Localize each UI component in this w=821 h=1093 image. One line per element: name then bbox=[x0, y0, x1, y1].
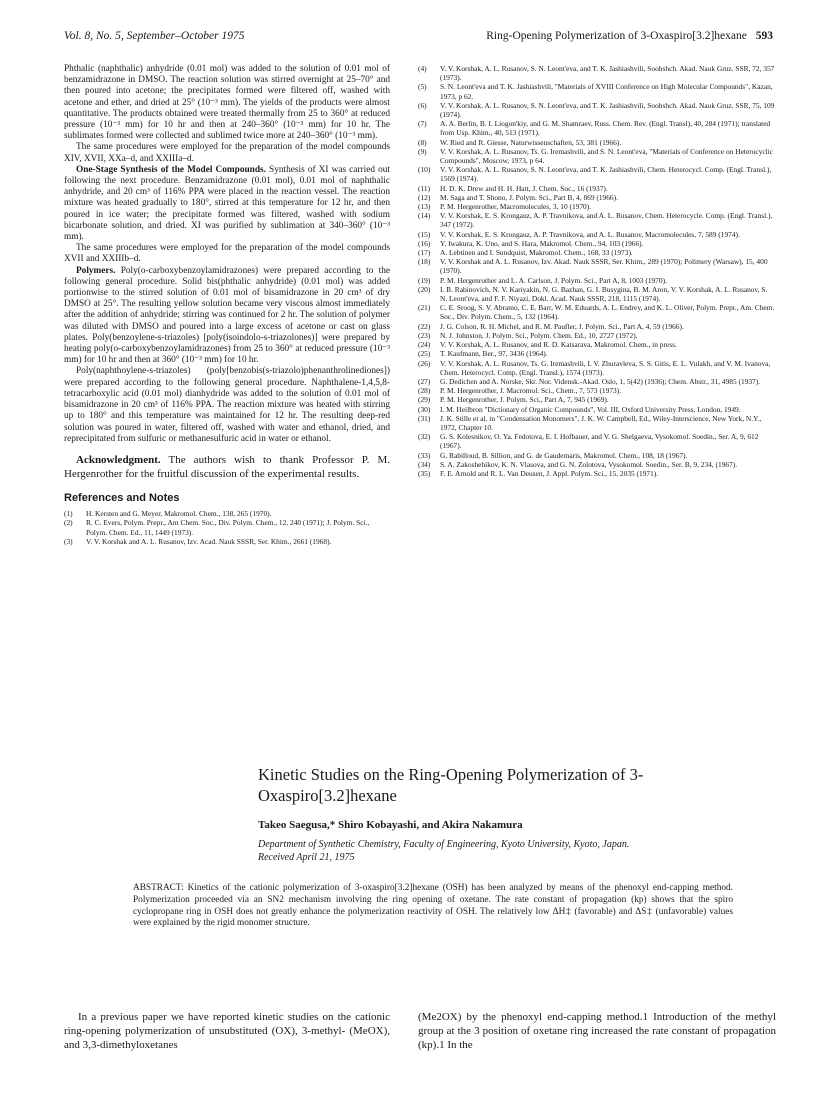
reference-item bbox=[418, 82, 776, 100]
reference-text: P. M. Hergenrother, J. Macromol. Sci., Chem., 7, 573 (1973). bbox=[440, 386, 622, 396]
reference-item bbox=[418, 460, 776, 469]
reference-number: (5) bbox=[418, 82, 427, 92]
reference-number: (21) bbox=[418, 303, 431, 313]
reference-text: T. Kaufmann, Ber., 97, 3436 (1964). bbox=[440, 349, 548, 359]
reference-item bbox=[418, 239, 776, 248]
reference-item bbox=[64, 509, 390, 518]
reference-item bbox=[418, 230, 776, 239]
reference-item bbox=[418, 395, 776, 404]
reference-item bbox=[64, 518, 390, 536]
paragraph: The same procedures were employed for the preparation of the model compounds XIV, XVII, XXa–d, and XXIIIa–d. bbox=[64, 142, 390, 164]
reference-item bbox=[418, 257, 776, 275]
reference-item bbox=[418, 349, 776, 358]
reference-text: V. V. Korshak and A. L. Rusanov, Izv. Acad. Nauk SSSR, Ser. Khim., 2661 (1968). bbox=[86, 536, 332, 546]
reference-text: N. J. Johnston, J. Polym. Sci., Polym. Chem. Ed., 10, 2727 (1972). bbox=[440, 330, 638, 340]
reference-text: I. B. Rabinovich, N. V. Kariyakin, N. G. Bazhan, G. I. Busygina, B. M. Aron, V. V. Korshak, A. L. Rusanov, S. N. Leont'eva, and F. F. Niyazi, Dokl. Acad. Nauk SSSR, 218, 1115 (1974). bbox=[440, 284, 768, 304]
reference-text: V. V. Korshak, A. L. Rusanov, S. N. Leont'eva, and T. K. Jashiashvili, Soobshch. Akad. Nauk Gruz. SSR, 75, 109 (1974). bbox=[440, 100, 775, 120]
reference-number: (9) bbox=[418, 146, 427, 156]
reference-number: (17) bbox=[418, 248, 431, 258]
reference-text: S. A. Zakoshehikov, K. N. Vlasova, and G. N. Zolotova, Vysokomol. Soedin., Ser. B, 9, 234, (1967). bbox=[440, 459, 738, 469]
reference-item bbox=[418, 377, 776, 386]
reference-text: G. Dedichen and A. Norske, Skr. Nor. Vidensk.-Akad. Oslo, 1, 5(42) (1936); Chem. Abstr., 31, 4985 (1937). bbox=[440, 376, 761, 386]
references-heading: References and Notes bbox=[64, 491, 180, 504]
reference-number: (18) bbox=[418, 257, 431, 267]
reference-number: (28) bbox=[418, 386, 431, 396]
reference-number: (10) bbox=[418, 165, 431, 175]
reference-item bbox=[418, 331, 776, 340]
reference-text: P. M. Hergenrother and L. A. Carlson, J. Polym. Sci., Part A, 8, 1003 (1970). bbox=[440, 275, 667, 285]
paragraph: The same procedures were employed for the preparation of the model compounds XVII and XXIIIb–d. bbox=[64, 243, 390, 265]
reference-item bbox=[418, 386, 776, 395]
reference-text: C. E. Sroog, S. V. Abramo, C. E. Barr, W. M. Eduards, A. L. Endrey, and K. L. Oliver, Polym. Prepr., Am. Chem. Soc., Div. Polym. Chem., 5, 132 (1964). bbox=[440, 303, 775, 322]
left-column bbox=[64, 64, 390, 546]
reference-number: (14) bbox=[418, 211, 431, 221]
reference-number: (13) bbox=[418, 202, 431, 212]
reference-text: R. C. Evers, Polym. Prepr., Am Chem. Soc., Div. Polym. Chem., 12, 240 (1971); J. Polym. Sci., Polym. Chem. Ed., 11, 1449 (1973). bbox=[86, 518, 370, 537]
reference-text: V. V. Korshak, A. L. Rusanov, Ts. G. Iremashvili, I. V. Zhuravleva, S. S. Gitis, E. L. Vulakh, and V. M. Ivanova, Chem. Heterocycl. Comp. (Engl. Transl.), 1574 (1973). bbox=[440, 358, 771, 377]
reference-number: (25) bbox=[418, 349, 431, 359]
reference-text: I. M. Heilbron "Dictionary of Organic Compounds", Vol. III, Oxford University Press, London, 1949. bbox=[440, 404, 741, 414]
reference-number: (1) bbox=[64, 509, 73, 519]
paragraph bbox=[64, 266, 390, 367]
reference-text: V. V. Korshak, A. L. Rusanov, Ts. G. Iremashvili, and S. N. Leont'eva, "Materials of Conference on Heterocyclic Compounds", Moscow, 1973, p 64. bbox=[440, 146, 774, 166]
reference-item bbox=[418, 276, 776, 285]
reference-text: V. V. Korshak, E. S. Krongauz, A. P. Travnikova, and A. L. Rusanov, Chem. Heterocycle. Comp. (Engl. Transl.), 347 (1972). bbox=[440, 211, 773, 230]
reference-item bbox=[418, 248, 776, 257]
right-column bbox=[418, 64, 776, 478]
reference-item bbox=[418, 165, 776, 183]
reference-item bbox=[418, 405, 776, 414]
running-header bbox=[486, 30, 773, 42]
reference-item bbox=[418, 432, 776, 450]
reference-number: (15) bbox=[418, 229, 431, 239]
paragraph-body: Poly(o-carboxybenzoylamidrazones) were prepared according to the following general procedure. Solid bis(phthalic anhydride) (0.01 mol) was added portionwise to the stirred solution of 0.01 mol of bisamidrazone in 20 cm³ of dry DMSO at 25°. The resulting yellow solution became very viscous almost immediately after the addition of anhydride; stirring was continued for 2 hr. The solution of polymer was diluted with DMSO and poured into a large excess of acetone or cast on glass plates. Poly(benzoylene-s-triazoles) [poly(isoindolo-s-triazolones)] were prepared by heating poly(o-carboxybenzoylamidrazones) from 25 to 360° at reduced pressure (10⁻³ mm) for 10 hr and then at 360° (10⁻³ mm) for 10 hr. bbox=[64, 265, 390, 366]
acknowledgment-heading: Acknowledgment. bbox=[76, 453, 161, 466]
reference-item bbox=[418, 359, 776, 377]
reference-text: P. M. Hergenrother, J. Polym. Sci., Part A, 7, 945 (1969). bbox=[440, 395, 609, 405]
reference-text: G. S. Kolesnikov, O. Ya. Fedotova, E. I. Hofbauer, and V. G. Shelgaeva, Vysokomol. Soedin., Ser. A, 9, 612 (1967). bbox=[440, 432, 759, 451]
reference-number: (4) bbox=[418, 64, 427, 73]
paragraph: Poly(naphthoylene-s-triazoles) (poly[benzobis(s-triazolo)phenanthrolinediones]) were prepared according to the following general procedure. Naphthalene-1,4,5,8-tetracarboxylic acid (0.01 mol) dianhydride was added to the solution of 0.01 mol of bisamidrazone in 20 cm³ of 116% PPA. The reaction mixture was heated with stirring up to 180° and this temperature was maintained for 12 hr. The resulting deep-red solution was poured in water, filtered off, washed with water and ethanol, dried, and reprecipitated from sulfuric or methanesulfuric acid in water or ethanol. bbox=[64, 366, 390, 444]
reference-text: V. V. Korshak, E. S. Krongauz, A. P. Travnikova, and A. L. Rusanov, Macromolecules, 7, 589 (1974). bbox=[440, 229, 740, 239]
reference-list-right bbox=[418, 64, 776, 478]
reference-text: J. K. Stille et al. in "Condensation Monomers", J. K. W. Campbell, Ed., Wiley-Interscience, New York, N.Y., 1972, Chapter 10. bbox=[440, 413, 762, 432]
reference-item bbox=[418, 101, 776, 119]
reference-item bbox=[418, 202, 776, 211]
reference-text: A. Lebtinen and I. Sundquist, Makromol. Chem., 168, 33 (1973). bbox=[440, 248, 633, 258]
page-number: 593 bbox=[755, 30, 773, 42]
reference-number: (2) bbox=[64, 518, 73, 528]
reference-item bbox=[418, 138, 776, 147]
reference-text: Y. Iwakura, K. Uno, and S. Hara, Makromol. Chem., 94, 103 (1966). bbox=[440, 238, 644, 248]
reference-number: (24) bbox=[418, 340, 431, 350]
reference-number: (30) bbox=[418, 404, 431, 414]
article-authors: Takeo Saegusa,* Shiro Kobayashi, and Akira Nakamura bbox=[258, 819, 523, 831]
reference-number: (33) bbox=[418, 450, 431, 460]
reference-text: V. V. Korshak, A. L. Rusanov, and R. D. Katsarava, Makromol. Chem., in press. bbox=[440, 340, 677, 350]
reference-item bbox=[418, 147, 776, 165]
reference-text: V. V. Korshak, A. L. Rusanov, S. N. Leont'eva, and T. K. Jashiashvili, Soobshch. Akad. Nauk Gruz. SSR, 72, 357 (1973). bbox=[440, 64, 775, 83]
running-title: Ring-Opening Polymerization of 3-Oxaspiro[3.2]hexane bbox=[486, 30, 747, 42]
reference-text: J. G. Colson, R. H. Michel, and R. M. Paufler, J. Polym. Sci., Part A, 4, 59 (1966). bbox=[440, 321, 684, 331]
reference-item bbox=[418, 193, 776, 202]
acknowledgment-body: The authors wish to thank Professor P. M. Hergenrother for the fruitful discussion of the experimental results. bbox=[64, 453, 390, 480]
reference-text: H. D. K. Drew and H. H. Hatt, J. Chem. Soc., 16 (1937). bbox=[440, 183, 608, 193]
intro-paragraph-left: In a previous paper we have reported kinetic studies on the cationic ring-opening polymerization of unsubstituted (OX), 3-methyl- (MeOX), and 3,3-dimethyloxetanes bbox=[64, 1011, 390, 1051]
reference-item bbox=[418, 469, 776, 478]
reference-item bbox=[418, 322, 776, 331]
reference-item bbox=[418, 303, 776, 321]
reference-text: V. V. Korshak, A. L. Rusanov, S. N. Leont'eva, and T. K. Jashiashvili, Chem. Heterocycl. Comp. (Engl. Transl.), 1569 (1974). bbox=[440, 165, 772, 184]
reference-item bbox=[418, 451, 776, 460]
paragraph-body: Synthesis of XI was carried out following the next procedure. Benzamidrazone (0.01 mol), 0.01 mol of naphthalic anhydride, and 20 cm³ of 116% PPA were placed in the reaction vessel. The reaction mixture was heated gradually to 180°, stirred at this temperature for 12 hr, and then poured in ice water; the precipitate formed was filtered, washed with sodium bicarbonate solution, and dried. XI was purified by sublimation at 340–360° (10⁻³ mm). bbox=[64, 164, 390, 243]
reference-number: (35) bbox=[418, 468, 431, 478]
article-title: Kinetic Studies on the Ring-Opening Polymerization of 3-Oxaspiro[3.2]hexane bbox=[258, 765, 644, 805]
reference-item bbox=[418, 414, 776, 432]
intro-paragraph-right: (Me2OX) by the phenoxyl end-capping method.1 Introduction of the methyl group at the 3 position of oxetane ring increased the rate constant of propagation (kp).1 In the bbox=[418, 1011, 776, 1051]
reference-number: (11) bbox=[418, 183, 431, 193]
reference-number: (6) bbox=[418, 100, 427, 110]
paragraph-heading: Polymers. bbox=[76, 265, 116, 276]
reference-number: (26) bbox=[418, 358, 431, 368]
reference-text: W. Ried and R. Giesse, Naturwissenschaften, 53, 381 (1966). bbox=[440, 137, 622, 147]
article-affiliation: Department of Synthetic Chemistry, Faculty of Engineering, Kyoto University, Kyoto, Japan. Received April 21, 1975 bbox=[258, 839, 630, 863]
reference-number: (8) bbox=[418, 137, 427, 147]
reference-text: P. M. Hergenrother, Macromolecules, 3, 10 (1970). bbox=[440, 202, 592, 212]
paragraph-heading: One-Stage Synthesis of the Model Compounds. bbox=[76, 164, 266, 175]
reference-item bbox=[418, 285, 776, 303]
reference-item bbox=[418, 184, 776, 193]
article-abstract: ABSTRACT: Kinetics of the cationic polymerization of 3-oxaspiro[3.2]hexane (OSH) has been analyzed by means of the phenoxyl end-capping method. Polymerization proceeded via an SN2 mechanism involving the ring opening of oxetane. The rate constant of propagation (kp) shows that the spiro cyclopropane ring in OSH does not greatly enhance the polymerization reactivity of OSH. The relatively low ΔH‡ (favorable) and ΔS‡ (unfavorable) values were explained by the rigid monomer structure. bbox=[133, 883, 733, 929]
paragraph: Phthalic (naphthalic) anhydride (0.01 mol) was added to the solution of 0.01 mol of benzamidrazone in DMSO. The reaction solution was stirred overnight at 25–70° and then poured into acetone; the precipitates formed were filtered off, washed with acetone and ether, and dried at 25° (10⁻³ mm). The yields of the products were almost quantitative. The products obtained were treated thermally from 25 to 360° at reduced pressure (10⁻³ mm) for 10 hr and then at 240–360° (10⁻³ mm) for 10 hr. The sublimates formed were collected and sublimed twice more at 240–360° (10⁻³ mm). bbox=[64, 64, 390, 142]
acknowledgment bbox=[64, 453, 390, 481]
reference-list-left bbox=[64, 509, 390, 546]
reference-text: V. V. Korshak and A. L. Rusanov, Izv. Akad. Nauk SSSR, Ser. Khim., 289 (1970); Polimery (Warsaw), 15, 400 (1970). bbox=[440, 257, 768, 276]
reference-item bbox=[418, 340, 776, 349]
reference-number: (31) bbox=[418, 413, 431, 423]
reference-number: (34) bbox=[418, 459, 431, 469]
reference-number: (19) bbox=[418, 275, 431, 285]
reference-number: (29) bbox=[418, 395, 431, 405]
reference-number: (16) bbox=[418, 238, 431, 248]
reference-item bbox=[418, 119, 776, 137]
reference-number: (27) bbox=[418, 376, 431, 386]
reference-text: G. Rabilloud, B. Sillion, and G. de Gaudemaris, Makromol. Chem., 108, 18 (1967). bbox=[440, 450, 688, 460]
reference-text: H. Kersten and G. Meyer, Makromol. Chem., 138, 265 (1970). bbox=[86, 509, 272, 519]
reference-number: (7) bbox=[418, 119, 427, 129]
reference-text: F. E. Arnold and R. L. Van Deusen, J. Appl. Polym. Sci., 15, 2035 (1971). bbox=[440, 468, 659, 478]
reference-item bbox=[418, 64, 776, 82]
journal-issue: Vol. 8, No. 5, September–October 1975 bbox=[64, 30, 245, 42]
paragraph bbox=[64, 165, 390, 243]
reference-item bbox=[64, 537, 390, 546]
reference-item bbox=[418, 211, 776, 229]
reference-text: M. Saga and T. Shono, J. Polym. Sci., Part B, 4, 869 (1966). bbox=[440, 192, 618, 202]
reference-number: (22) bbox=[418, 321, 431, 331]
reference-text: A. A. Berlin, B. I. Liogon'kiy, and G. M. Shamraev, Russ. Chem. Rev. (Engl. Transl), 40, 284 (1971); translated from Usp. Khim., 40, 513 (1971). bbox=[440, 119, 771, 138]
reference-text: S. N. Leont'eva and T. K. Jashiashvili, "Materials of XVIII Conference on High Molecular Compounds", Kazan, 1973, p 62. bbox=[440, 82, 773, 101]
reference-number: (20) bbox=[418, 284, 431, 294]
reference-number: (3) bbox=[64, 536, 73, 546]
reference-number: (32) bbox=[418, 432, 431, 442]
reference-number: (23) bbox=[418, 330, 431, 340]
reference-number: (12) bbox=[418, 192, 431, 202]
